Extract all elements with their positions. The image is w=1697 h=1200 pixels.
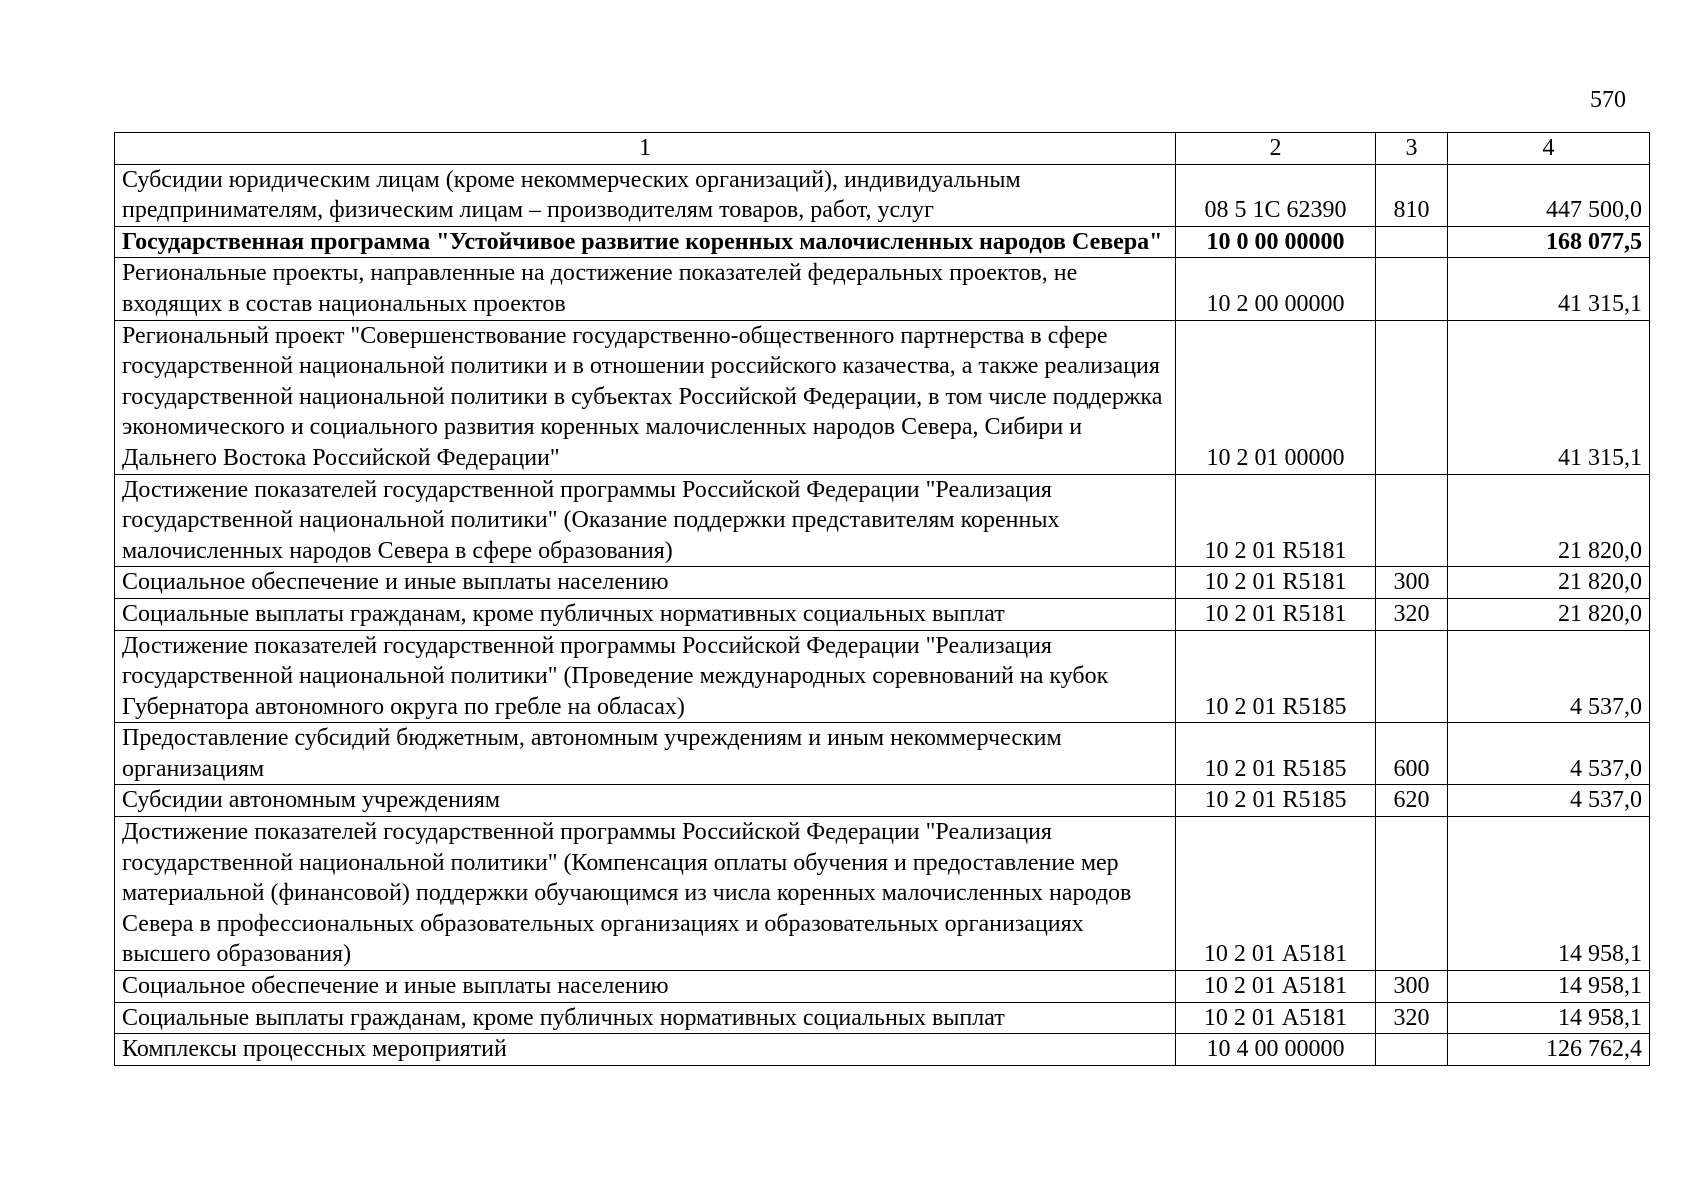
- table-row: [115, 320, 1650, 474]
- row-code-cell: 08 5 1С 62390: [1176, 164, 1376, 226]
- row-amount-cell: 14 958,1: [1448, 1002, 1650, 1034]
- row-code-cell: 10 2 01 R5185: [1176, 723, 1376, 785]
- row-name-cell: Государственная программа "Устойчивое развитие коренных малочисленных народов Севера": [115, 226, 1176, 258]
- row-kvr-cell: [1376, 474, 1448, 567]
- row-code-cell: 10 2 01 R5181: [1176, 598, 1376, 630]
- row-kvr-cell: [1376, 320, 1448, 474]
- row-amount-cell: 41 315,1: [1448, 320, 1650, 474]
- row-name-cell: Достижение показателей государственной программы Российской Федерации "Реализация государственной национальной политики" (Оказание поддержки представителям коренных малочисленных народов Севера в сфере образования): [115, 474, 1176, 567]
- row-name-cell: Комплексы процессных мероприятий: [115, 1034, 1176, 1066]
- row-name-cell: Социальное обеспечение и иные выплаты населению: [115, 971, 1176, 1003]
- row-code-cell: 10 2 01 А5181: [1176, 971, 1376, 1003]
- row-kvr-cell: [1376, 630, 1448, 723]
- row-amount-cell: 14 958,1: [1448, 817, 1650, 971]
- row-code-cell: 10 2 01 R5185: [1176, 630, 1376, 723]
- row-code-cell: 10 2 01 R5185: [1176, 785, 1376, 817]
- row-kvr-cell: 320: [1376, 598, 1448, 630]
- table-row: [115, 258, 1650, 320]
- row-kvr-cell: 600: [1376, 723, 1448, 785]
- table-row: [115, 630, 1650, 723]
- row-amount-cell: 126 762,4: [1448, 1034, 1650, 1066]
- header-row: [115, 133, 1650, 165]
- row-code-cell: 10 4 00 00000: [1176, 1034, 1376, 1066]
- header-col-4: 4: [1448, 133, 1650, 165]
- row-code-cell: 10 2 01 А5181: [1176, 1002, 1376, 1034]
- table-row: [115, 971, 1650, 1003]
- row-name-cell: Региональные проекты, направленные на достижение показателей федеральных проектов, не входящих в состав национальных проектов: [115, 258, 1176, 320]
- table-row: [115, 164, 1650, 226]
- row-amount-cell: 14 958,1: [1448, 971, 1650, 1003]
- table-row: [115, 226, 1650, 258]
- row-kvr-cell: 620: [1376, 785, 1448, 817]
- table-row: [115, 474, 1650, 567]
- budget-table: [114, 132, 1650, 1066]
- table-row: [115, 785, 1650, 817]
- row-kvr-cell: [1376, 258, 1448, 320]
- header-col-2: 2: [1176, 133, 1376, 165]
- row-name-cell: Региональный проект "Совершенствование государственно-общественного партнерства в сфере государственной национальной политики и в отношении российского казачества, а также реализация государственной национальной политики в субъектах Российской Федерации, в том числе поддержка экономического и социального развития коренных малочисленных народов Севера, Сибири и Дальнего Востока Российской Федерации": [115, 320, 1176, 474]
- row-name-cell: Субсидии юридическим лицам (кроме некоммерческих организаций), индивидуальным предпринимателям, физическим лицам – производителям товаров, работ, услуг: [115, 164, 1176, 226]
- table-row: [115, 567, 1650, 599]
- row-amount-cell: 4 537,0: [1448, 785, 1650, 817]
- table-row: [115, 817, 1650, 971]
- row-amount-cell: 4 537,0: [1448, 723, 1650, 785]
- row-amount-cell: 21 820,0: [1448, 567, 1650, 599]
- row-kvr-cell: 810: [1376, 164, 1448, 226]
- row-amount-cell: 168 077,5: [1448, 226, 1650, 258]
- row-code-cell: 10 2 01 R5181: [1176, 567, 1376, 599]
- row-amount-cell: 41 315,1: [1448, 258, 1650, 320]
- row-kvr-cell: 300: [1376, 567, 1448, 599]
- row-amount-cell: 21 820,0: [1448, 598, 1650, 630]
- row-code-cell: 10 0 00 00000: [1176, 226, 1376, 258]
- row-name-cell: Достижение показателей государственной программы Российской Федерации "Реализация государственной национальной политики" (Компенсация оплаты обучения и предоставление мер материальной (финансовой) поддержки обучающимся из числа коренных малочисленных народов Севера в профессиональных образовательных организациях и образовательных организациях высшего образования): [115, 817, 1176, 971]
- row-amount-cell: 21 820,0: [1448, 474, 1650, 567]
- table-row: [115, 1034, 1650, 1066]
- row-name-cell: Социальное обеспечение и иные выплаты населению: [115, 567, 1176, 599]
- row-kvr-cell: 320: [1376, 1002, 1448, 1034]
- table-body: [115, 133, 1650, 1066]
- row-code-cell: 10 2 01 А5181: [1176, 817, 1376, 971]
- table-row: [115, 1002, 1650, 1034]
- row-name-cell: Достижение показателей государственной программы Российской Федерации "Реализация государственной национальной политики" (Проведение международных соревнований на кубок Губернатора автономного округа по гребле на обласах): [115, 630, 1176, 723]
- row-kvr-cell: 300: [1376, 971, 1448, 1003]
- row-code-cell: 10 2 01 R5181: [1176, 474, 1376, 567]
- row-kvr-cell: [1376, 226, 1448, 258]
- row-kvr-cell: [1376, 817, 1448, 971]
- row-code-cell: 10 2 01 00000: [1176, 320, 1376, 474]
- table-row: [115, 598, 1650, 630]
- row-amount-cell: 4 537,0: [1448, 630, 1650, 723]
- row-name-cell: Субсидии автономным учреждениям: [115, 785, 1176, 817]
- row-kvr-cell: [1376, 1034, 1448, 1066]
- header-col-1: 1: [115, 133, 1176, 165]
- header-col-3: 3: [1376, 133, 1448, 165]
- row-name-cell: Социальные выплаты гражданам, кроме публичных нормативных социальных выплат: [115, 1002, 1176, 1034]
- row-code-cell: 10 2 00 00000: [1176, 258, 1376, 320]
- table-row: [115, 723, 1650, 785]
- page-number: 570: [1590, 87, 1626, 113]
- row-amount-cell: 447 500,0: [1448, 164, 1650, 226]
- row-name-cell: Предоставление субсидий бюджетным, автономным учреждениям и иным некоммерческим организациям: [115, 723, 1176, 785]
- row-name-cell: Социальные выплаты гражданам, кроме публичных нормативных социальных выплат: [115, 598, 1176, 630]
